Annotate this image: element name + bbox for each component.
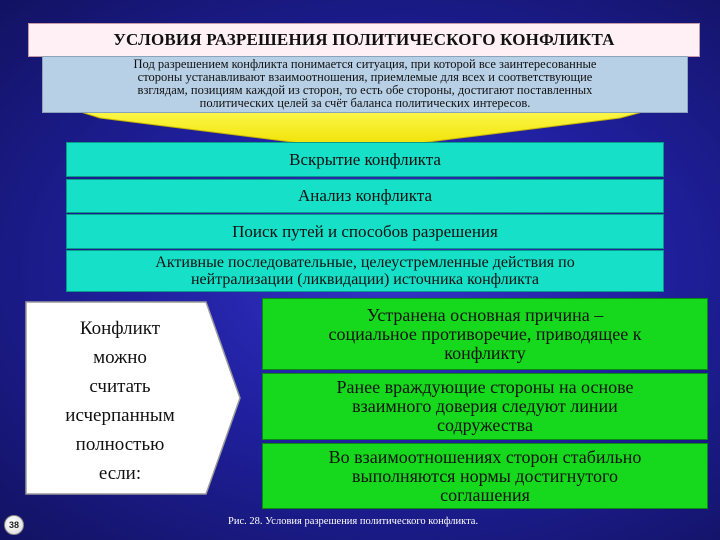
page-number-badge: 38: [4, 515, 24, 535]
definition-line: политических целей за счёт баланса политических интересов.: [199, 96, 531, 110]
left-block-line: исчерпанным: [65, 405, 175, 426]
condition-line: соглашения: [440, 484, 530, 505]
condition-line: взаимного доверия следуют линии: [352, 396, 618, 416]
condition-line: Во взаимоотношениях сторон стабильно: [328, 446, 642, 467]
condition-line: выполняются нормы достигнутого: [352, 465, 618, 486]
left-block-line: Конфликт: [79, 318, 161, 339]
left-block-line: если:: [98, 463, 142, 484]
condition-agreement-norms: [262, 443, 708, 509]
definition-line: стороны устанавливают взаимоотношения, приемлемые для всех и соответствующие: [137, 70, 593, 84]
left-block-line: считать: [89, 376, 151, 397]
definition-line: Под разрешением конфликта понимается ситуация, при которой все заинтересованные: [133, 57, 597, 71]
left-block-text: [34, 314, 206, 490]
condition-line: социальное противоречие, приводящее к: [328, 323, 642, 344]
definition-line: взглядам, позициям каждой из сторон, то есть обе стороны, достигают поставленных: [137, 83, 593, 97]
step-analysis: Анализ конфликта: [66, 179, 664, 213]
step-actions-line: Активные последовательные, целеустремленные действия по: [155, 254, 575, 271]
step-search: Поиск путей и способов разрешения: [66, 214, 664, 249]
step-disclosure: Вскрытие конфликта: [66, 142, 664, 177]
condition-line: Устранена основная причина –: [366, 304, 604, 325]
figure-caption: Рис. 28. Условия разрешения политического конфликта.: [228, 516, 479, 527]
step-actions: [66, 250, 664, 292]
condition-line: Ранее враждующие стороны на основе: [336, 377, 634, 397]
condition-cause-removed: [262, 298, 708, 370]
left-block-line: можно: [93, 347, 147, 368]
left-block-line: полностью: [75, 434, 165, 455]
step-actions-line: нейтрализации (ликвидации) источника конфликта: [190, 271, 540, 288]
condition-cooperation: [262, 373, 708, 440]
page-title: УСЛОВИЯ РАЗРЕШЕНИЯ ПОЛИТИЧЕСКОГО КОНФЛИКТА: [28, 23, 700, 57]
definition-box: [42, 56, 688, 113]
condition-line: содружества: [437, 415, 533, 435]
condition-line: конфликту: [444, 342, 526, 363]
